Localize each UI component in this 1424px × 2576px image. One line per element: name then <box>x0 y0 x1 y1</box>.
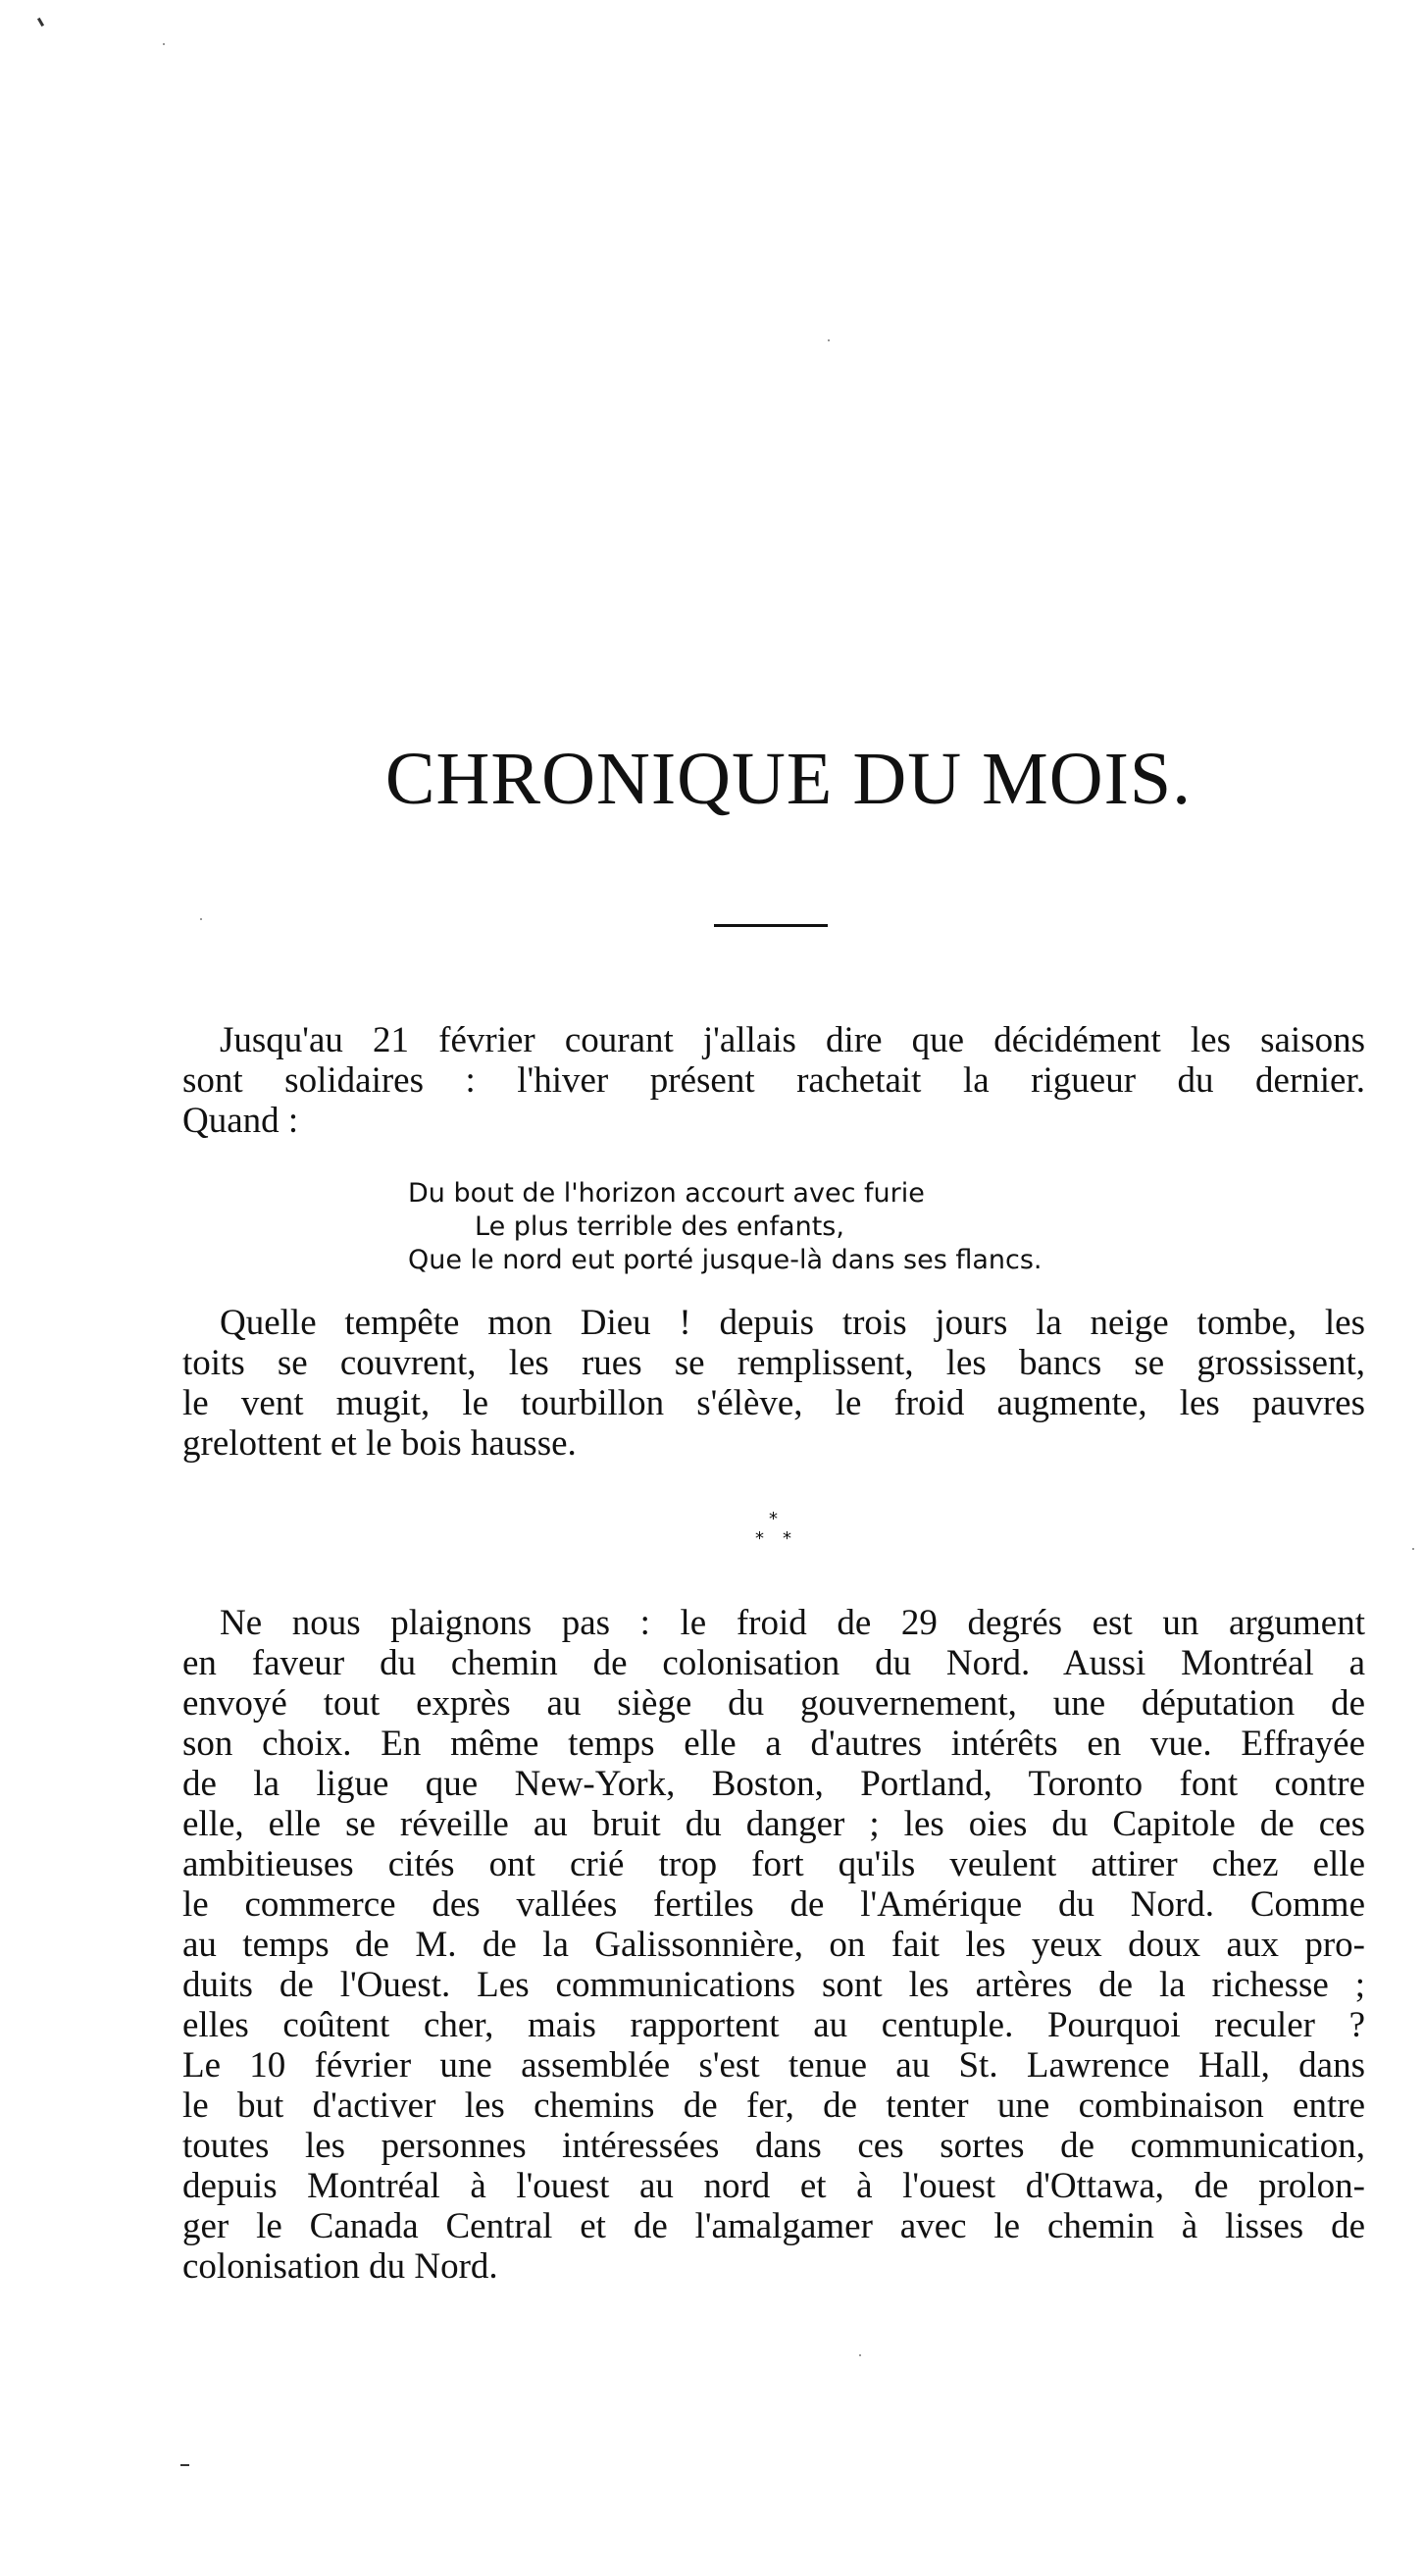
separator-star: * <box>769 1509 778 1529</box>
scan-mark <box>180 2464 189 2466</box>
text-line: Quelle tempête mon Dieu ! depuis trois jours la neige tombe, les <box>220 1303 1365 1343</box>
text-line: au temps de M. de la Galissonnière, on fait les yeux doux aux pro- <box>182 1925 1365 1965</box>
scan-speck <box>200 918 202 920</box>
separator-star: * <box>755 1528 764 1549</box>
verse-quote <box>408 1177 1043 1277</box>
scan-speck <box>163 43 165 45</box>
text-line: de la ligue que New-York, Boston, Portland, Toronto font contre <box>182 1764 1365 1804</box>
text-line: Le 10 février une assemblée s'est tenue au St. Lawrence Hall, dans <box>182 2045 1365 2086</box>
text-line: ambitieuses cités ont crié trop fort qu'ils veulent attirer chez elle <box>182 1844 1365 1884</box>
scan-mark <box>37 18 44 26</box>
text-line: le but d'activer les chemins de fer, de tenter une combinaison entre <box>182 2086 1365 2126</box>
text-line: toutes les personnes intéressées dans ces sortes de communication, <box>182 2126 1365 2166</box>
section-separator <box>747 1511 806 1560</box>
text-line: sont solidaires : l'hiver présent rachetait la rigueur du dernier. <box>182 1060 1365 1101</box>
text-line: le vent mugit, le tourbillon s'élève, le froid augmente, les pauvres <box>182 1383 1365 1423</box>
text-line: depuis Montréal à l'ouest au nord et à l'ouest d'Ottawa, de prolon- <box>182 2166 1365 2206</box>
paragraph-storm <box>182 1303 1365 1464</box>
text-line: le commerce des vallées fertiles de l'Amérique du Nord. Comme <box>182 1884 1365 1925</box>
text-line: colonisation du Nord. <box>182 2246 498 2287</box>
text-line: en faveur du chemin de colonisation du Nord. Aussi Montréal a <box>182 1643 1365 1683</box>
text-line: ger le Canada Central et de l'amalgamer avec le chemin à lisses de <box>182 2206 1365 2246</box>
text-line: grelottent et le bois hausse. <box>182 1423 577 1464</box>
text-line: Jusqu'au 21 février courant j'allais dire que décidément les saisons <box>220 1020 1365 1060</box>
text-line: duits de l'Ouest. Les communications sont les artères de la richesse ; <box>182 1965 1365 2005</box>
text-line: toits se couvrent, les rues se remplissent, les bancs se grossissent, <box>182 1343 1365 1383</box>
separator-star: * <box>783 1528 791 1549</box>
paragraph-montreal <box>182 1603 1365 2287</box>
text-line: Ne nous plaignons pas : le froid de 29 degrés est un argument <box>220 1603 1365 1643</box>
verse-line: Que le nord eut porté jusque-là dans ses flancs. <box>408 1245 1043 1275</box>
text-line: Quand : <box>182 1101 299 1141</box>
title-divider <box>714 924 828 927</box>
text-line: envoyé tout exprès au siège du gouvernement, une députation de <box>182 1683 1365 1724</box>
text-line: elle, elle se réveille au bruit du danger ; les oies du Capitole de ces <box>182 1804 1365 1844</box>
text-line: elles coûtent cher, mais rapportent au centuple. Pourquoi reculer ? <box>182 2005 1365 2045</box>
page-title: CHRONIQUE DU MOIS. <box>384 738 1193 820</box>
paragraph-intro <box>182 1020 1365 1141</box>
scan-speck <box>1412 1548 1414 1550</box>
verse-line: Du bout de l'horizon accourt avec furie <box>408 1178 925 1209</box>
verse-line: Le plus terrible des enfants, <box>475 1211 844 1242</box>
scan-speck <box>828 339 830 341</box>
text-line: son choix. En même temps elle a d'autres intérêts en vue. Effrayée <box>182 1724 1365 1764</box>
scan-speck <box>859 2354 861 2356</box>
